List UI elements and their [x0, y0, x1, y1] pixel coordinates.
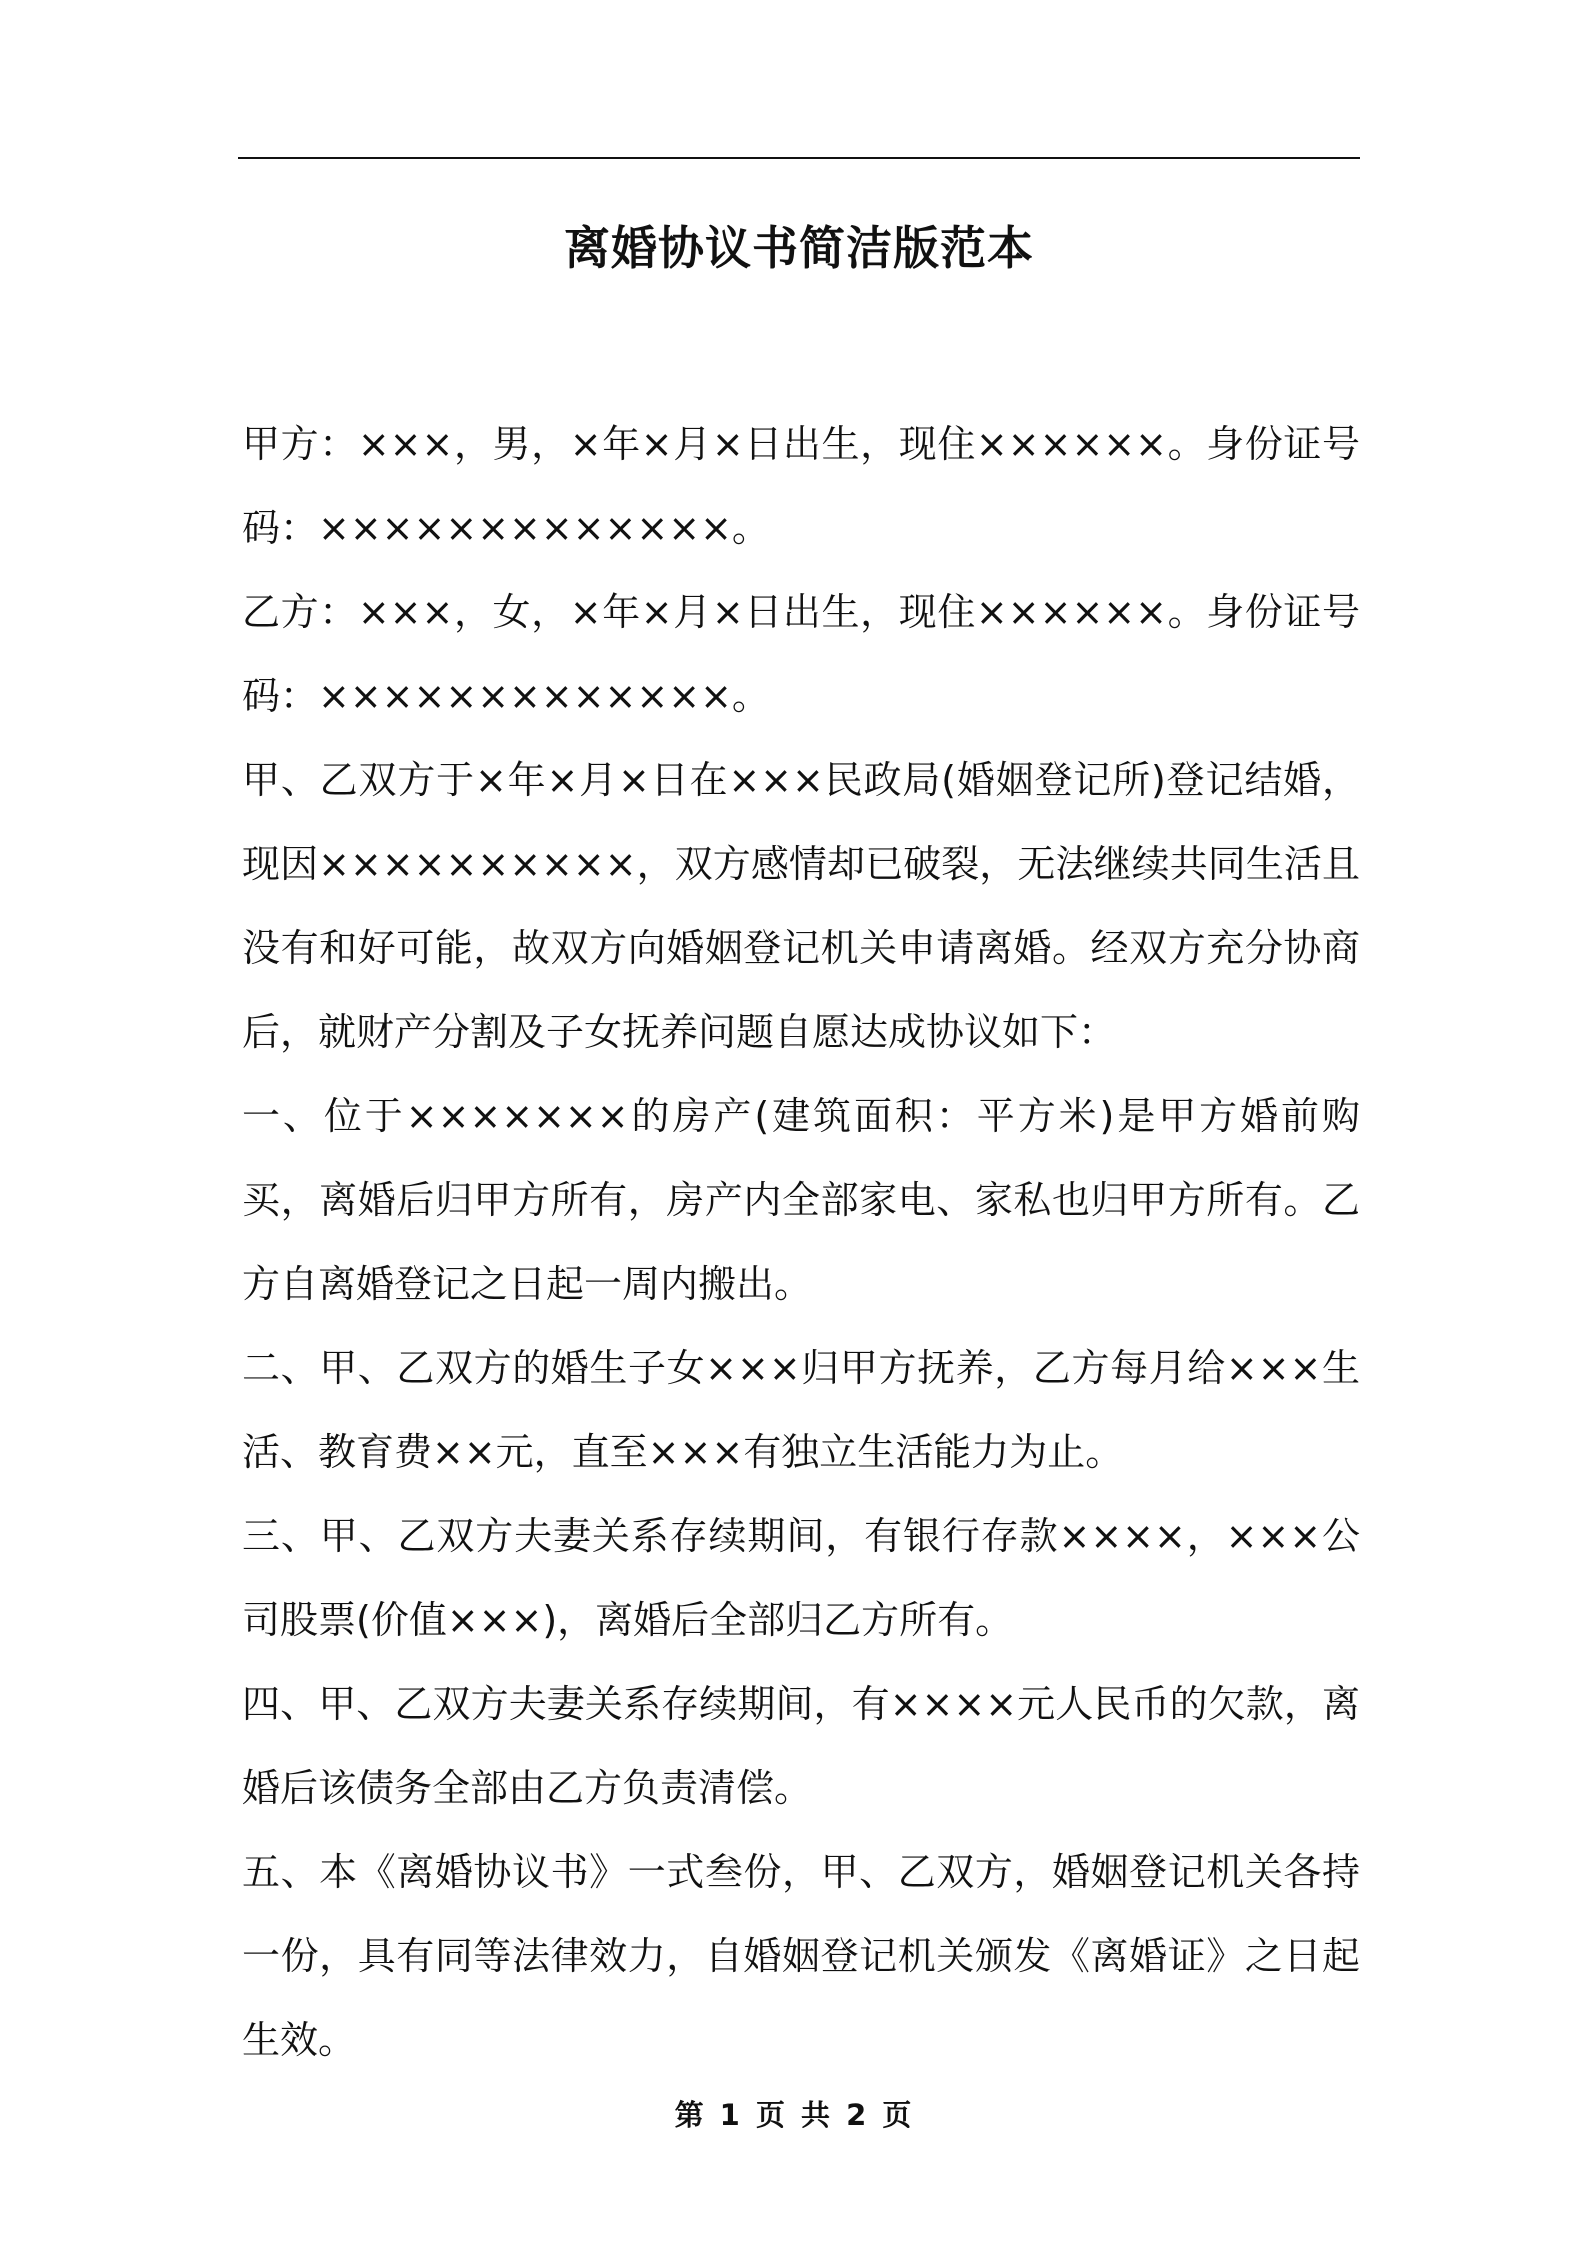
preamble-paragraph: 甲、乙双方于×年×月×日在×××民政局(婚姻登记所)登记结婚，现因××××××××××，双方感情却已破裂，无法继续共同生活且没有和好可能，故双方向婚姻登记机关申请离婚。经双方充分协商后，就财产分割及子女抚养问题自愿达成协议如下： — [242, 758, 1360, 1054]
clause-1-paragraph: 一、位于×××××××的房产(建筑面积：平方米)是甲方婚前购买，离婚后归甲方所有，房产内全部家电、家私也归甲方所有。乙方自离婚登记之日起一周内搬出。 — [242, 1094, 1360, 1306]
clause-4-paragraph: 四、甲、乙双方夫妻关系存续期间，有××××元人民币的欠款，离婚后该债务全部由乙方负责清偿。 — [242, 1682, 1360, 1810]
page-number-footer: 第 1 页 共 2 页 — [674, 2098, 912, 2132]
clause-3-paragraph: 三、甲、乙双方夫妻关系存续期间，有银行存款××××，×××公司股票(价值×××)，离婚后全部归乙方所有。 — [242, 1514, 1360, 1642]
party-b-paragraph: 乙方：×××，女，×年×月×日出生，现住××××××。身份证号码：×××××××××××××。 — [242, 590, 1360, 718]
clause-2-paragraph: 二、甲、乙双方的婚生子女×××归甲方抚养，乙方每月给×××生活、教育费××元，直至×××有独立生活能力为止。 — [242, 1346, 1360, 1474]
header-rule — [238, 157, 1360, 159]
document-title: 离婚协议书简洁版范本 — [564, 221, 1034, 275]
clause-5-paragraph: 五、本《离婚协议书》一式叁份，甲、乙双方，婚姻登记机关各持一份，具有同等法律效力，自婚姻登记机关颁发《离婚证》之日起生效。 — [242, 1850, 1360, 2062]
document-body — [242, 402, 1360, 2082]
party-a-paragraph: 甲方：×××，男，×年×月×日出生，现住××××××。身份证号码：×××××××××××××。 — [242, 422, 1360, 550]
